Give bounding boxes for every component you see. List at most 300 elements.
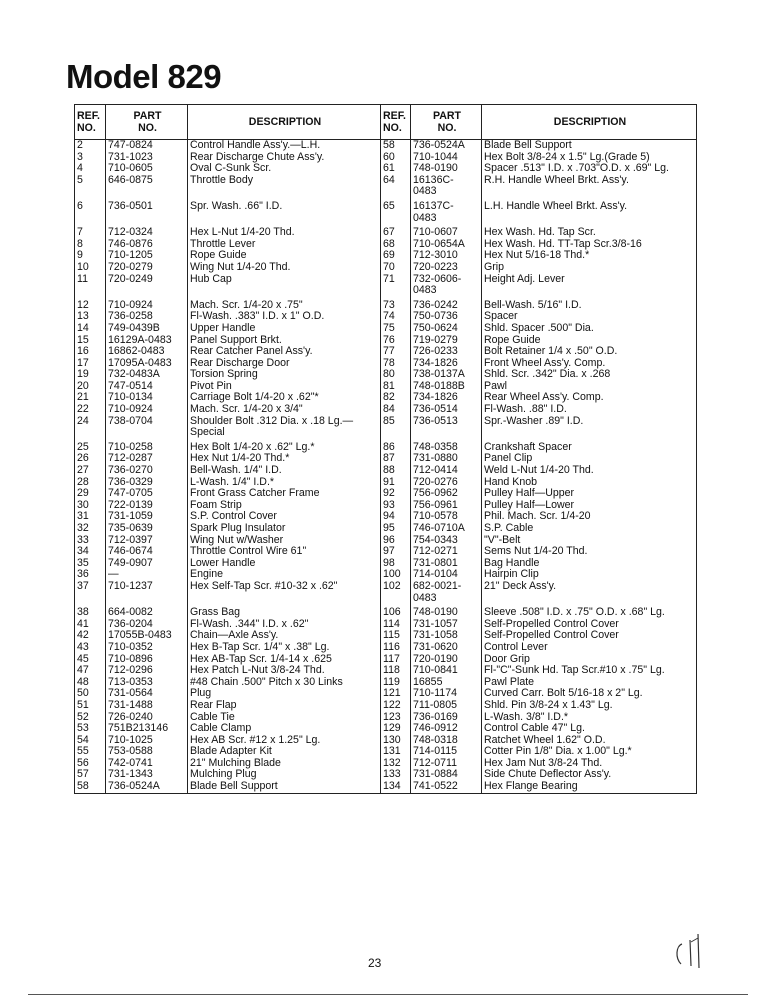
part-no-cell: 738-0137A — [411, 369, 482, 381]
ref-no-cell: 13 — [75, 311, 106, 323]
part-no-cell: 712-0711 — [411, 758, 482, 770]
description-cell: Curved Carr. Bolt 5/16-18 x 2" Lg. — [482, 688, 697, 700]
part-no-cell: 726-0233 — [411, 346, 482, 358]
table-row — [75, 523, 697, 535]
ref-no-cell: 22 — [75, 404, 106, 416]
table-row — [75, 250, 697, 262]
part-no-cell: 747-0705 — [106, 488, 188, 500]
ref-no-cell: 65 — [381, 198, 411, 224]
ref-no-cell: 43 — [75, 642, 106, 654]
ref-no-cell: 73 — [381, 297, 411, 312]
description-cell: Shld. Pin 3/8-24 x 1.43" Lg. — [482, 700, 697, 712]
table-row — [75, 311, 697, 323]
table-row — [75, 781, 697, 793]
description-cell: L.H. Handle Wheel Brkt. Ass'y. — [482, 198, 697, 224]
description-cell: Foam Strip — [188, 500, 381, 512]
ref-no-cell: 58 — [381, 140, 411, 152]
ref-no-cell: 6 — [75, 198, 106, 224]
ref-no-cell: 32 — [75, 523, 106, 535]
part-no-cell: 731-1488 — [106, 700, 188, 712]
ref-no-cell: 26 — [75, 453, 106, 465]
description-cell: Spark Plug Insulator — [188, 523, 381, 535]
ref-no-cell: 50 — [75, 688, 106, 700]
description-cell: Panel Clip — [482, 453, 697, 465]
ref-no-cell: 94 — [381, 511, 411, 523]
part-no-cell: 710-1044 — [411, 152, 482, 164]
description-cell: Hex AB Scr. #12 x 1.25" Lg. — [188, 735, 381, 747]
table-row — [75, 369, 697, 381]
ref-no-cell: 29 — [75, 488, 106, 500]
ref-no-cell: 38 — [75, 604, 106, 619]
part-no-cell: 16862-0483 — [106, 346, 188, 358]
part-no-cell: 719-0279 — [411, 335, 482, 347]
table-row — [75, 465, 697, 477]
ref-no-cell: 36 — [75, 569, 106, 581]
description-cell: Rear Wheel Ass'y. Comp. — [482, 392, 697, 404]
table-row — [75, 152, 697, 164]
page-number: 23 — [368, 956, 382, 970]
ref-no-cell: 16 — [75, 346, 106, 358]
part-no-cell: 710-0134 — [106, 392, 188, 404]
description-cell: Ratchet Wheel 1.62" O.D. — [482, 735, 697, 747]
description-cell: Hex Nut 5/16-18 Thd.* — [482, 250, 697, 262]
ref-no-cell: 95 — [381, 523, 411, 535]
ref-no-cell: 96 — [381, 535, 411, 547]
description-cell: Phil. Mach. Scr. 1/4-20 — [482, 511, 697, 523]
table-row — [75, 239, 697, 251]
ref-no-cell: 42 — [75, 630, 106, 642]
part-no-cell: 646-0875 — [106, 175, 188, 198]
description-cell: Shld. Spacer .500" Dia. — [482, 323, 697, 335]
description-cell: Weld L-Nut 1/4-20 Thd. — [482, 465, 697, 477]
part-no-cell: 712-0271 — [411, 546, 482, 558]
description-cell: Chain—Axle Ass'y. — [188, 630, 381, 642]
table-row — [75, 175, 697, 198]
part-no-cell: 731-0620 — [411, 642, 482, 654]
part-no-cell: 736-0524A — [106, 781, 188, 793]
description-cell: Wing Nut 1/4-20 Thd. — [188, 262, 381, 274]
description-cell: Crankshaft Spacer — [482, 439, 697, 454]
description-cell: Blade Adapter Kit — [188, 746, 381, 758]
part-no-cell: 736-0514 — [411, 404, 482, 416]
description-cell: Cable Clamp — [188, 723, 381, 735]
part-no-cell: 710-0352 — [106, 642, 188, 654]
ref-no-cell: 3 — [75, 152, 106, 164]
table-row — [75, 163, 697, 175]
description-cell: Grip — [482, 262, 697, 274]
table-row — [75, 198, 697, 224]
description-cell: Wing Nut w/Washer — [188, 535, 381, 547]
ref-no-cell: 55 — [75, 746, 106, 758]
description-cell: Bolt Retainer 1/4 x .50" O.D. — [482, 346, 697, 358]
table-row — [75, 581, 697, 604]
ref-no-cell: 87 — [381, 453, 411, 465]
description-cell: Hex Nut 1/4-20 Thd.* — [188, 453, 381, 465]
description-cell: Plug — [188, 688, 381, 700]
ref-no-cell: 64 — [381, 175, 411, 198]
description-header: DESCRIPTION — [482, 105, 697, 140]
description-cell: Pawl — [482, 381, 697, 393]
part-no-cell: 710-1205 — [106, 250, 188, 262]
table-row — [75, 604, 697, 619]
ref-no-cell: 24 — [75, 416, 106, 439]
description-cell: Blade Bell Support — [482, 140, 697, 152]
description-cell: R.H. Handle Wheel Brkt. Ass'y. — [482, 175, 697, 198]
part-no-cell: 736-0242 — [411, 297, 482, 312]
description-cell: Lower Handle — [188, 558, 381, 570]
description-cell: Rear Discharge Chute Ass'y. — [188, 152, 381, 164]
part-no-cell: 726-0240 — [106, 712, 188, 724]
ref-no-cell: 82 — [381, 392, 411, 404]
description-cell: Cotter Pin 1/8" Dia. x 1.00" Lg.* — [482, 746, 697, 758]
description-cell: Hand Knob — [482, 477, 697, 489]
description-cell: Front Grass Catcher Frame — [188, 488, 381, 500]
table-row — [75, 758, 697, 770]
part-no-cell: 732-0483A — [106, 369, 188, 381]
description-cell: Blade Bell Support — [188, 781, 381, 793]
ref-no-header: REF. NO. — [75, 105, 106, 140]
part-no-cell: 736-0513 — [411, 416, 482, 439]
description-cell: Cable Tie — [188, 712, 381, 724]
table-row — [75, 688, 697, 700]
part-no-cell: 710-1237 — [106, 581, 188, 604]
ref-no-cell: 119 — [381, 677, 411, 689]
table-row — [75, 677, 697, 689]
part-no-cell: 747-0514 — [106, 381, 188, 393]
part-no-cell: 736-0204 — [106, 619, 188, 631]
ref-no-cell: 121 — [381, 688, 411, 700]
part-no-cell: 750-0624 — [411, 323, 482, 335]
part-no-cell: 710-0258 — [106, 439, 188, 454]
ref-no-cell: 76 — [381, 335, 411, 347]
ref-no-cell: 123 — [381, 712, 411, 724]
description-cell: #48 Chain .500" Pitch x 30 Links — [188, 677, 381, 689]
description-cell: 21" Mulching Blade — [188, 758, 381, 770]
description-cell: Fl-"C"-Sunk Hd. Tap Scr.#10 x .75" Lg. — [482, 665, 697, 677]
part-no-cell: 747-0824 — [106, 140, 188, 152]
description-cell: Bell-Wash. 1/4" I.D. — [188, 465, 381, 477]
part-no-cell: 736-0501 — [106, 198, 188, 224]
description-cell: L-Wash. 1/4" I.D.* — [188, 477, 381, 489]
ref-no-cell: 93 — [381, 500, 411, 512]
description-cell: Hex B-Tap Scr. 1/4" x .38" Lg. — [188, 642, 381, 654]
table-row — [75, 262, 697, 274]
part-no-cell: 754-0343 — [411, 535, 482, 547]
table-row — [75, 140, 697, 152]
description-cell: Fl-Wash. .383" I.D. x 1" O.D. — [188, 311, 381, 323]
part-no-cell: 748-0190 — [411, 163, 482, 175]
ref-no-cell: 114 — [381, 619, 411, 631]
ref-no-cell: 30 — [75, 500, 106, 512]
part-no-cell: 714-0104 — [411, 569, 482, 581]
part-no-cell: 710-1174 — [411, 688, 482, 700]
description-cell: Control Lever — [482, 642, 697, 654]
part-no-cell: 710-0841 — [411, 665, 482, 677]
description-cell: L-Wash. 3/8" I.D.* — [482, 712, 697, 724]
table-row — [75, 416, 697, 439]
part-no-cell: 750-0736 — [411, 311, 482, 323]
part-no-cell: 748-0358 — [411, 439, 482, 454]
table-row — [75, 558, 697, 570]
description-cell: Door Grip — [482, 654, 697, 666]
part-no-cell: 746-0710A — [411, 523, 482, 535]
part-no-cell: 731-1343 — [106, 769, 188, 781]
part-no-cell: 710-0654A — [411, 239, 482, 251]
description-cell: Front Wheel Ass'y. Comp. — [482, 358, 697, 370]
description-cell: Rope Guide — [188, 250, 381, 262]
part-no-cell: 16855 — [411, 677, 482, 689]
ref-no-cell: 78 — [381, 358, 411, 370]
description-cell: Hairpin Clip — [482, 569, 697, 581]
ref-no-cell: 12 — [75, 297, 106, 312]
part-no-cell: 746-0674 — [106, 546, 188, 558]
ref-no-cell: 9 — [75, 250, 106, 262]
description-cell: Mach. Scr. 1/4-20 x .75" — [188, 297, 381, 312]
ref-no-cell: 98 — [381, 558, 411, 570]
ref-no-cell: 58 — [75, 781, 106, 793]
description-cell: Hex Patch L-Nut 3/8-24 Thd. — [188, 665, 381, 677]
ref-no-cell: 130 — [381, 735, 411, 747]
ref-no-cell: 116 — [381, 642, 411, 654]
ref-no-cell: 129 — [381, 723, 411, 735]
table-row — [75, 439, 697, 454]
part-no-cell: 720-0223 — [411, 262, 482, 274]
ref-no-cell: 80 — [381, 369, 411, 381]
part-no-cell: 17055B-0483 — [106, 630, 188, 642]
description-cell: Mach. Scr. 1/4-20 x 3/4" — [188, 404, 381, 416]
part-no-cell: 731-0884 — [411, 769, 482, 781]
description-cell: Hex Bolt 3/8-24 x 1.5" Lg.(Grade 5) — [482, 152, 697, 164]
description-cell: Hex Wash. Hd. Tap Scr. — [482, 224, 697, 239]
description-cell: Mulching Plug — [188, 769, 381, 781]
description-cell: Hex Flange Bearing — [482, 781, 697, 793]
ref-no-cell: 69 — [381, 250, 411, 262]
part-no-cell: 734-1826 — [411, 392, 482, 404]
table-row — [75, 297, 697, 312]
table-header-row — [75, 105, 697, 140]
table-row — [75, 381, 697, 393]
ref-no-cell: 33 — [75, 535, 106, 547]
description-cell: Carriage Bolt 1/4-20 x .62"* — [188, 392, 381, 404]
part-no-cell: 720-0249 — [106, 274, 188, 297]
part-no-cell: 738-0704 — [106, 416, 188, 439]
part-no-cell: 664-0082 — [106, 604, 188, 619]
description-cell: Shld. Scr. .342" Dia. x .268 — [482, 369, 697, 381]
table-row — [75, 392, 697, 404]
ref-no-cell: 28 — [75, 477, 106, 489]
part-no-cell: 746-0912 — [411, 723, 482, 735]
ref-no-cell: 131 — [381, 746, 411, 758]
ref-no-cell: 97 — [381, 546, 411, 558]
part-no-cell: 751B213146 — [106, 723, 188, 735]
description-cell: Hex AB-Tap Scr. 1/4-14 x .625 — [188, 654, 381, 666]
part-no-cell: 712-3010 — [411, 250, 482, 262]
ref-no-cell: 8 — [75, 239, 106, 251]
table-row — [75, 654, 697, 666]
description-cell: Pawl Plate — [482, 677, 697, 689]
part-no-cell: 732-0606- 0483 — [411, 274, 482, 297]
ref-no-cell: 20 — [75, 381, 106, 393]
part-no-cell: 714-0115 — [411, 746, 482, 758]
table-row — [75, 453, 697, 465]
ref-no-cell: 84 — [381, 404, 411, 416]
parts-table — [74, 104, 697, 794]
ref-no-cell: 56 — [75, 758, 106, 770]
description-header: DESCRIPTION — [188, 105, 381, 140]
description-cell: Bell-Wash. 5/16" I.D. — [482, 297, 697, 312]
ref-no-cell: 71 — [381, 274, 411, 297]
table-row — [75, 619, 697, 631]
description-cell: S.P. Cable — [482, 523, 697, 535]
part-no-cell: 731-1058 — [411, 630, 482, 642]
footer-rule — [28, 994, 748, 995]
parts-table-body — [75, 140, 697, 794]
ref-no-cell: 48 — [75, 677, 106, 689]
ref-no-cell: 57 — [75, 769, 106, 781]
ref-no-cell: 118 — [381, 665, 411, 677]
part-no-cell: 731-1057 — [411, 619, 482, 631]
ref-no-cell: 132 — [381, 758, 411, 770]
ref-no-cell: 60 — [381, 152, 411, 164]
part-no-cell: 712-0324 — [106, 224, 188, 239]
part-no-cell: 741-0522 — [411, 781, 482, 793]
description-cell: Throttle Control Wire 61" — [188, 546, 381, 558]
ref-no-cell: 91 — [381, 477, 411, 489]
part-no-cell: 735-0639 — [106, 523, 188, 535]
part-no-cell: 742-0741 — [106, 758, 188, 770]
ref-no-cell: 106 — [381, 604, 411, 619]
part-no-cell: 731-0564 — [106, 688, 188, 700]
description-cell: Hub Cap — [188, 274, 381, 297]
ref-no-cell: 115 — [381, 630, 411, 642]
table-row — [75, 712, 697, 724]
table-row — [75, 546, 697, 558]
table-row — [75, 642, 697, 654]
description-cell: Rear Discharge Door — [188, 358, 381, 370]
description-cell: Spr.-Washer .89" I.D. — [482, 416, 697, 439]
description-cell: Hex Bolt 1/4-20 x .62" Lg.* — [188, 439, 381, 454]
part-no-cell: 746-0876 — [106, 239, 188, 251]
ref-no-cell: 4 — [75, 163, 106, 175]
ref-no-cell: 134 — [381, 781, 411, 793]
ref-no-header: REF. NO. — [381, 105, 411, 140]
part-no-cell: 736-0524A — [411, 140, 482, 152]
ref-no-cell: 45 — [75, 654, 106, 666]
description-cell: Control Cable 47" Lg. — [482, 723, 697, 735]
part-no-cell: — — [106, 569, 188, 581]
table-row — [75, 404, 697, 416]
table-row — [75, 346, 697, 358]
part-no-cell: 748-0188B — [411, 381, 482, 393]
ref-no-cell: 67 — [381, 224, 411, 239]
part-no-cell: 712-0296 — [106, 665, 188, 677]
description-cell: Self-Propelled Control Cover — [482, 619, 697, 631]
part-no-cell: 712-0414 — [411, 465, 482, 477]
description-cell: Spacer .513" I.D. x .703"O.D. x .69" Lg. — [482, 163, 697, 175]
part-no-cell: 17095A-0483 — [106, 358, 188, 370]
ref-no-cell: 86 — [381, 439, 411, 454]
ref-no-cell: 85 — [381, 416, 411, 439]
table-row — [75, 323, 697, 335]
ref-no-cell: 100 — [381, 569, 411, 581]
ref-no-cell: 51 — [75, 700, 106, 712]
table-row — [75, 358, 697, 370]
part-no-cell: 710-0607 — [411, 224, 482, 239]
part-no-cell: 736-0258 — [106, 311, 188, 323]
description-cell: Upper Handle — [188, 323, 381, 335]
ref-no-cell: 77 — [381, 346, 411, 358]
part-no-cell: 710-1025 — [106, 735, 188, 747]
description-cell: Grass Bag — [188, 604, 381, 619]
part-no-cell: 710-0896 — [106, 654, 188, 666]
table-row — [75, 224, 697, 239]
part-no-cell: 720-0279 — [106, 262, 188, 274]
description-cell: Rope Guide — [482, 335, 697, 347]
handwritten-mark — [672, 928, 712, 972]
ref-no-cell: 5 — [75, 175, 106, 198]
table-row — [75, 700, 697, 712]
description-cell: Fl-Wash. .88" I.D. — [482, 404, 697, 416]
page-title: Model 829 — [66, 58, 222, 95]
part-no-cell: 16137C- 0483 — [411, 198, 482, 224]
ref-no-cell: 37 — [75, 581, 106, 604]
table-row — [75, 723, 697, 735]
description-cell: Fl-Wash. .344" I.D. x .62" — [188, 619, 381, 631]
ref-no-cell: 88 — [381, 465, 411, 477]
description-cell: Pulley Half—Upper — [482, 488, 697, 500]
part-no-cell: 710-0578 — [411, 511, 482, 523]
ref-no-cell: 41 — [75, 619, 106, 631]
description-cell: Torsion Spring — [188, 369, 381, 381]
ref-no-cell: 27 — [75, 465, 106, 477]
description-cell: Oval C-Sunk Scr. — [188, 163, 381, 175]
ref-no-cell: 10 — [75, 262, 106, 274]
part-no-cell: 756-0962 — [411, 488, 482, 500]
table-row — [75, 735, 697, 747]
part-no-cell: 712-0287 — [106, 453, 188, 465]
part-no-cell: 710-0924 — [106, 404, 188, 416]
part-no-cell: 749-0439B — [106, 323, 188, 335]
description-cell: Sems Nut 1/4-20 Thd. — [482, 546, 697, 558]
ref-no-cell: 133 — [381, 769, 411, 781]
table-row — [75, 488, 697, 500]
ref-no-cell: 53 — [75, 723, 106, 735]
part-no-cell: 731-0801 — [411, 558, 482, 570]
part-no-cell: 711-0805 — [411, 700, 482, 712]
part-no-cell: 682-0021- 0483 — [411, 581, 482, 604]
description-cell: Control Handle Ass'y.—L.H. — [188, 140, 381, 152]
ref-no-cell: 14 — [75, 323, 106, 335]
description-cell: Rear Catcher Panel Ass'y. — [188, 346, 381, 358]
description-cell: Side Chute Deflector Ass'y. — [482, 769, 697, 781]
description-cell: Panel Support Brkt. — [188, 335, 381, 347]
table-row — [75, 500, 697, 512]
ref-no-cell: 47 — [75, 665, 106, 677]
part-no-header: PART NO. — [106, 105, 188, 140]
part-no-cell: 722-0139 — [106, 500, 188, 512]
description-cell: Spacer — [482, 311, 697, 323]
table-row — [75, 511, 697, 523]
part-no-cell: 748-0190 — [411, 604, 482, 619]
part-no-cell: 16136C- 0483 — [411, 175, 482, 198]
part-no-cell: 753-0588 — [106, 746, 188, 758]
table-row — [75, 274, 697, 297]
table-row — [75, 535, 697, 547]
description-cell: 21" Deck Ass'y. — [482, 581, 697, 604]
table-row — [75, 630, 697, 642]
description-cell: Self-Propelled Control Cover — [482, 630, 697, 642]
description-cell: S.P. Control Cover — [188, 511, 381, 523]
